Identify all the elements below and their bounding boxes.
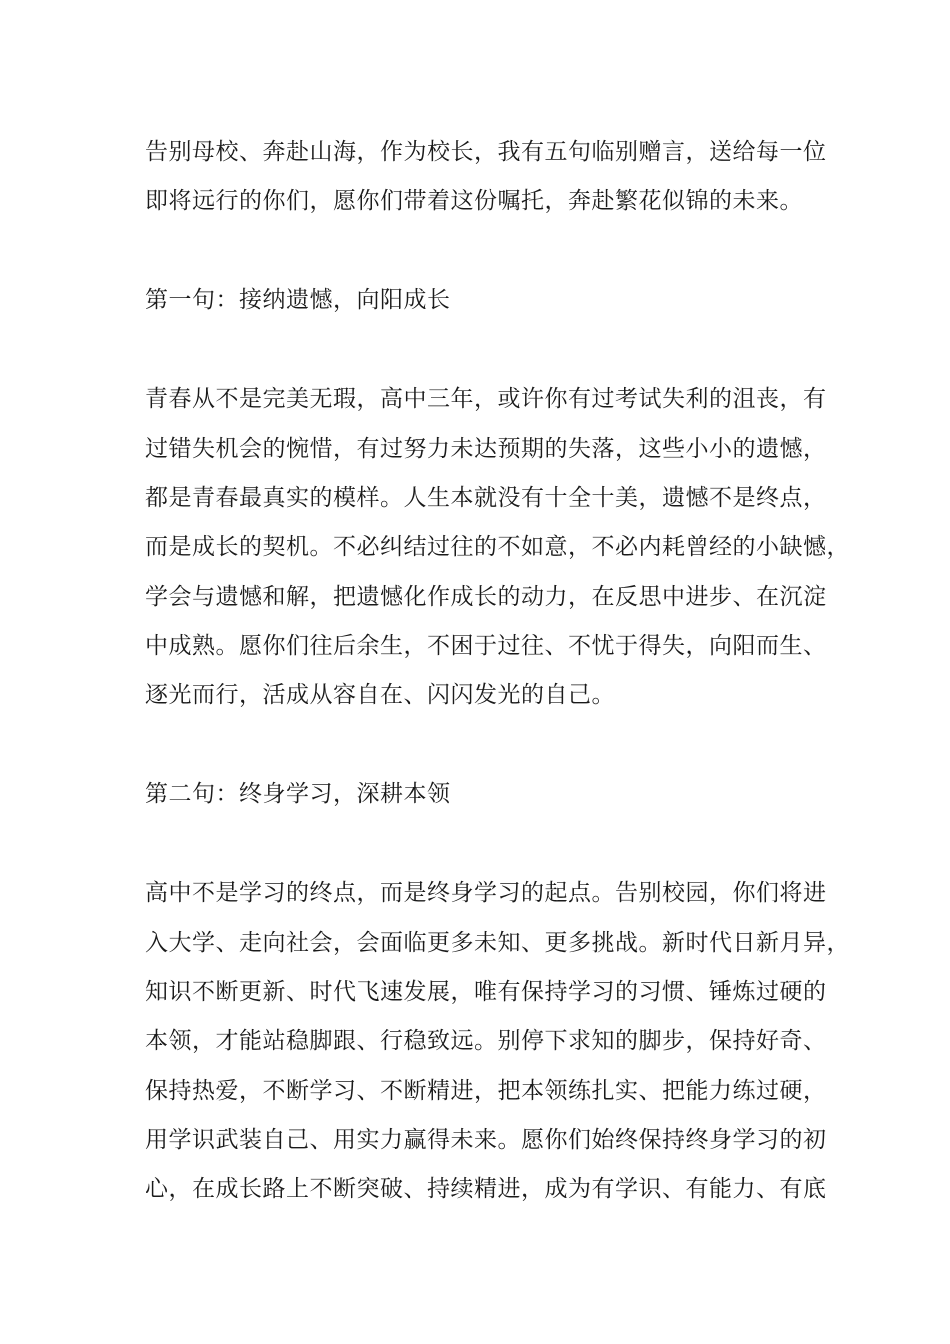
section-2-line-2: 入大学、走向社会，会面临更多未知、更多挑战。新时代日新月异，: [145, 930, 850, 956]
intro-line-1: 告别母校、奔赴山海，作为校长，我有五句临别赠言，送给每一位: [145, 139, 827, 165]
section-2-line-1: 高中不是学习的终点，而是终身学习的起点。告别校园，你们将进: [145, 880, 827, 906]
section-2-line-3: 知识不断更新、时代飞速发展，唯有保持学习的习惯、锤炼过硬的: [145, 979, 827, 1005]
section-2-heading: 第二句：终身学习，深耕本领: [145, 781, 451, 807]
section-1-heading: 第一句：接纳遗憾，向阳成长: [145, 287, 451, 313]
section-2-line-7: 心，在成长路上不断突破、持续精进，成为有学识、有能力、有底: [145, 1176, 827, 1202]
section-2-line-5: 保持热爱，不断学习、不断精进，把本领练扎实、把能力练过硬，: [145, 1078, 827, 1104]
section-1-line-4: 而是成长的契机。不必纠结过往的不如意，不必内耗曾经的小缺憾，: [145, 534, 850, 560]
section-1-line-6: 中成熟。愿你们往后余生，不困于过往、不忧于得失，向阳而生、: [145, 633, 827, 659]
section-2-line-4: 本领，才能站稳脚跟、行稳致远。别停下求知的脚步，保持好奇、: [145, 1028, 827, 1054]
section-1-line-1: 青春从不是完美无瑕，高中三年，或许你有过考试失利的沮丧，有: [145, 386, 827, 412]
section-1-line-7: 逐光而行，活成从容自在、闪闪发光的自己。: [145, 682, 615, 708]
section-1-line-2: 过错失机会的惋惜，有过努力未达预期的失落，这些小小的遗憾，: [145, 436, 827, 462]
section-2-line-6: 用学识武装自己、用实力赢得未来。愿你们始终保持终身学习的初: [145, 1127, 827, 1153]
intro-line-2: 即将远行的你们，愿你们带着这份嘱托，奔赴繁花似锦的未来。: [145, 188, 803, 214]
section-1-line-5: 学会与遗憾和解，把遗憾化作成长的动力，在反思中进步、在沉淀: [145, 584, 827, 610]
section-1-line-3: 都是青春最真实的模样。人生本就没有十全十美，遗憾不是终点，: [145, 485, 827, 511]
